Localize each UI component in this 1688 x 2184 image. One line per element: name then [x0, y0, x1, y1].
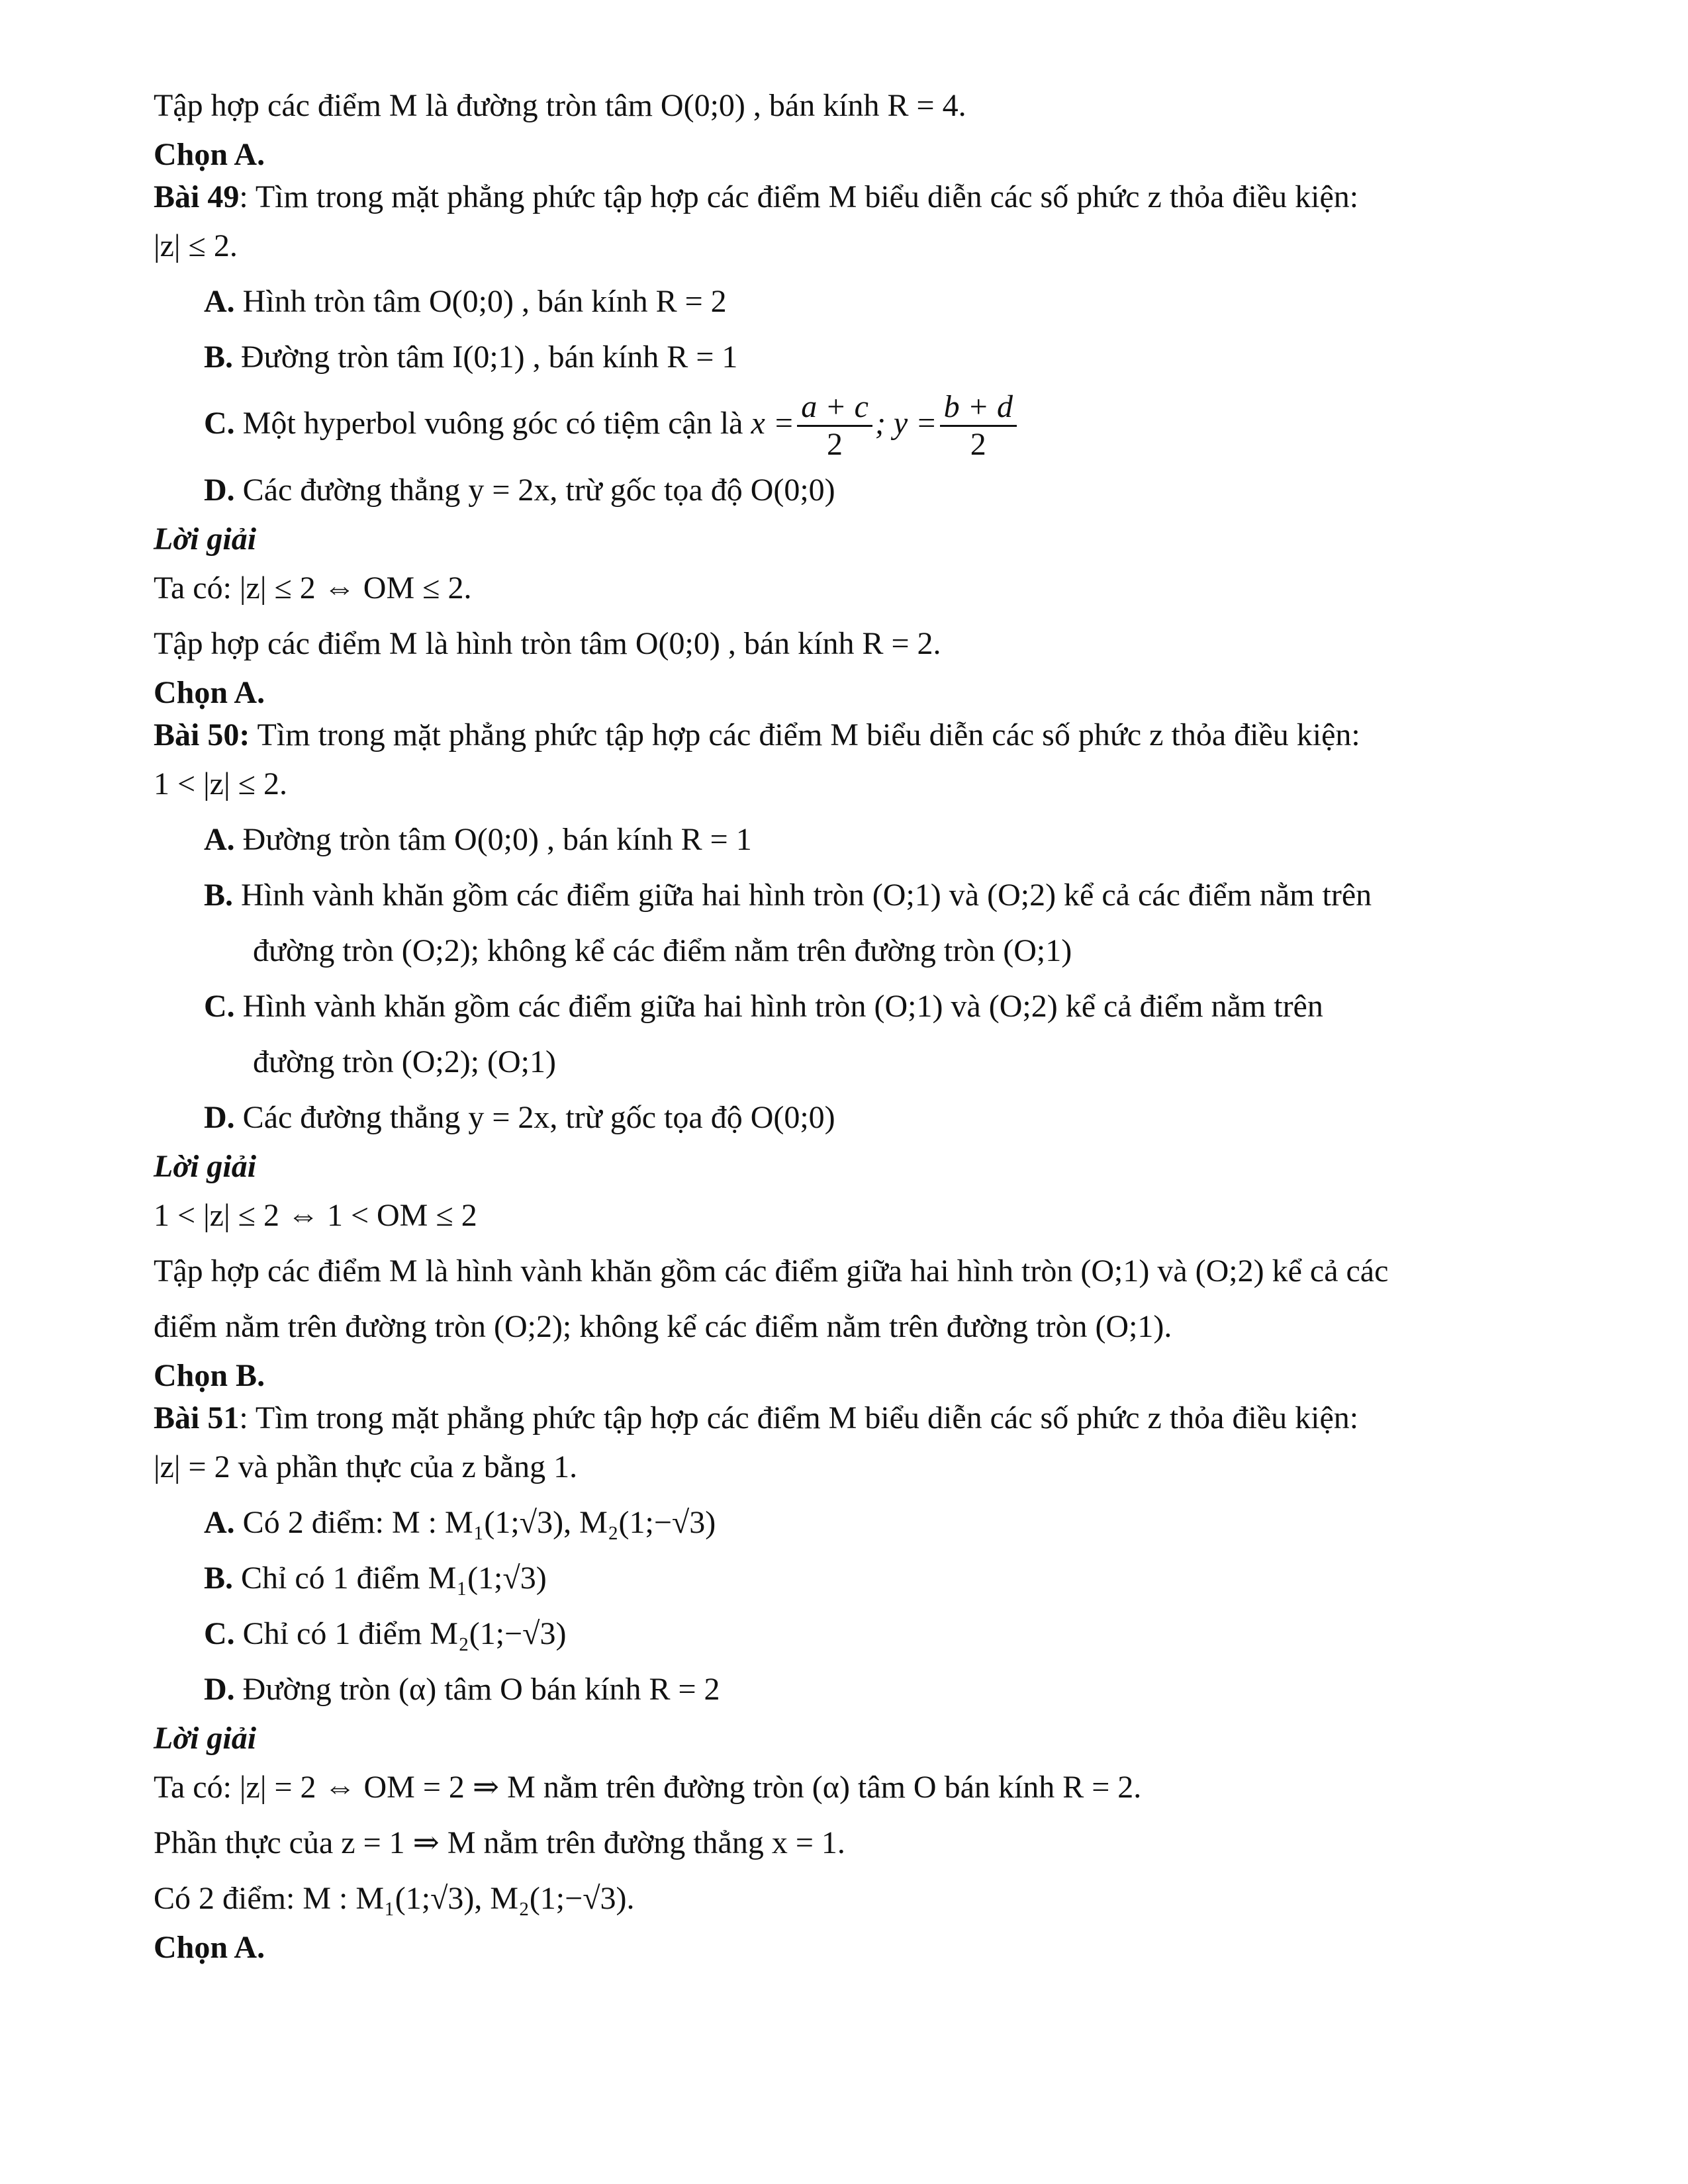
bai50-option-b-cont: đường tròn (O;2); không kể các điểm nằm trên đường tròn (O;1) — [253, 933, 1072, 969]
bai49-option-b: B. Đường tròn tâm I(0;1) , bán kính R = 1 — [204, 340, 738, 375]
fraction-x: $\frac{a + c}{2}$ — [797, 389, 872, 463]
intro-answer: Chọn A. — [154, 137, 265, 172]
bai49-answer: Chọn A. — [154, 675, 265, 711]
bai49-option-d: D. Các đường thẳng y = 2x, trừ gốc tọa độ O(0;0) — [204, 473, 835, 508]
intro-conclusion: Tập hợp các điểm M là đường tròn tâm O(0;0) , bán kính R = 4. — [154, 88, 966, 123]
bai49-solution-title: Lời giải — [154, 522, 257, 557]
bai49-label: Bài 49 — [154, 179, 240, 214]
bai50-question: Bài 50: Tìm trong mặt phẳng phức tập hợp các điểm M biểu diễn các số phức z thỏa điều kiện: — [154, 717, 1360, 753]
bai51-option-d: D. Đường tròn (α) tâm O bán kính R = 2 — [204, 1672, 720, 1707]
bai50-label: Bài 50: — [154, 717, 250, 753]
bai51-label: Bài 51 — [154, 1400, 240, 1436]
bai50-option-d: D. Các đường thẳng y = 2x, trừ gốc tọa độ O(0;0) — [204, 1100, 835, 1136]
bai49-option-a: A. Hình tròn tâm O(0;0) , bán kính R = 2 — [204, 284, 727, 319]
bai50-solution-2: Tập hợp các điểm M là hình vành khăn gồm các điểm giữa hai hình tròn (O;1) và (O;2) kể cả các — [154, 1253, 1389, 1289]
bai50-answer: Chọn B. — [154, 1358, 265, 1394]
document-page — [154, 78, 1577, 1969]
bai50-condition: 1 < |z| ≤ 2. — [154, 766, 287, 802]
bai50-solution-title: Lời giải — [154, 1149, 257, 1185]
bai50-option-c: C. Hình vành khăn gồm các điểm giữa hai hình tròn (O;1) và (O;2) kể cả điểm nằm trên — [204, 989, 1323, 1024]
bai51-option-c: C. Chỉ có 1 điểm M₂(1;−√3) — [204, 1616, 567, 1652]
bai51-solution-3: Có 2 điểm: M : M₁(1;√3), M₂(1;−√3). — [154, 1881, 635, 1917]
bai51-option-b: B. Chỉ có 1 điểm M₁(1;√3) — [204, 1561, 547, 1596]
bai50-solution-3: điểm nằm trên đường tròn (O;2); không kể các điểm nằm trên đường tròn (O;1). — [154, 1309, 1172, 1345]
bai51-question: Bài 51: Tìm trong mặt phẳng phức tập hợp các điểm M biểu diễn các số phức z thỏa điều kiện: — [154, 1400, 1359, 1436]
bai49-condition: |z| ≤ 2. — [154, 228, 238, 263]
bai50-option-a: A. Đường tròn tâm O(0;0) , bán kính R = 1 — [204, 822, 752, 858]
fraction-y: $\frac{b + d}{2}$ — [940, 389, 1017, 463]
bai51-solution-2: Phần thực của z = 1 ⇒ M nằm trên đường thẳng x = 1. — [154, 1825, 845, 1861]
bai50-solution-1: 1 < |z| ≤ 2 ⇔ 1 < OM ≤ 2 — [154, 1198, 477, 1234]
bai49-option-c: C. Một hyperbol vuông góc có tiệm cận là x = $\frac{a + c}{2}$ ; y = $\frac{b + d}{2}$ — [154, 385, 1577, 463]
bai51-option-a: A. Có 2 điểm: M : M₁(1;√3), M₂(1;−√3) — [204, 1505, 716, 1541]
bai51-answer: Chọn A. — [154, 1930, 265, 1966]
bai49-solution-1: Ta có: |z| ≤ 2 ⇔ OM ≤ 2. — [154, 570, 472, 606]
bai50-option-b: B. Hình vành khăn gồm các điểm giữa hai hình tròn (O;1) và (O;2) kể cả các điểm nằm trên — [204, 878, 1372, 913]
bai51-solution-1: Ta có: |z| = 2 ⇔ OM = 2 ⇒ M nằm trên đường tròn (α) tâm O bán kính R = 2. — [154, 1770, 1142, 1805]
bai49-solution-2: Tập hợp các điểm M là hình tròn tâm O(0;0) , bán kính R = 2. — [154, 626, 941, 662]
bai50-option-c-cont: đường tròn (O;2); (O;1) — [253, 1044, 556, 1080]
bai51-solution-title: Lời giải — [154, 1721, 257, 1756]
bai51-condition: |z| = 2 và phần thực của z bằng 1. — [154, 1449, 578, 1485]
bai49-question: Bài 49: Tìm trong mặt phẳng phức tập hợp các điểm M biểu diễn các số phức z thỏa điều kiện: — [154, 179, 1359, 214]
